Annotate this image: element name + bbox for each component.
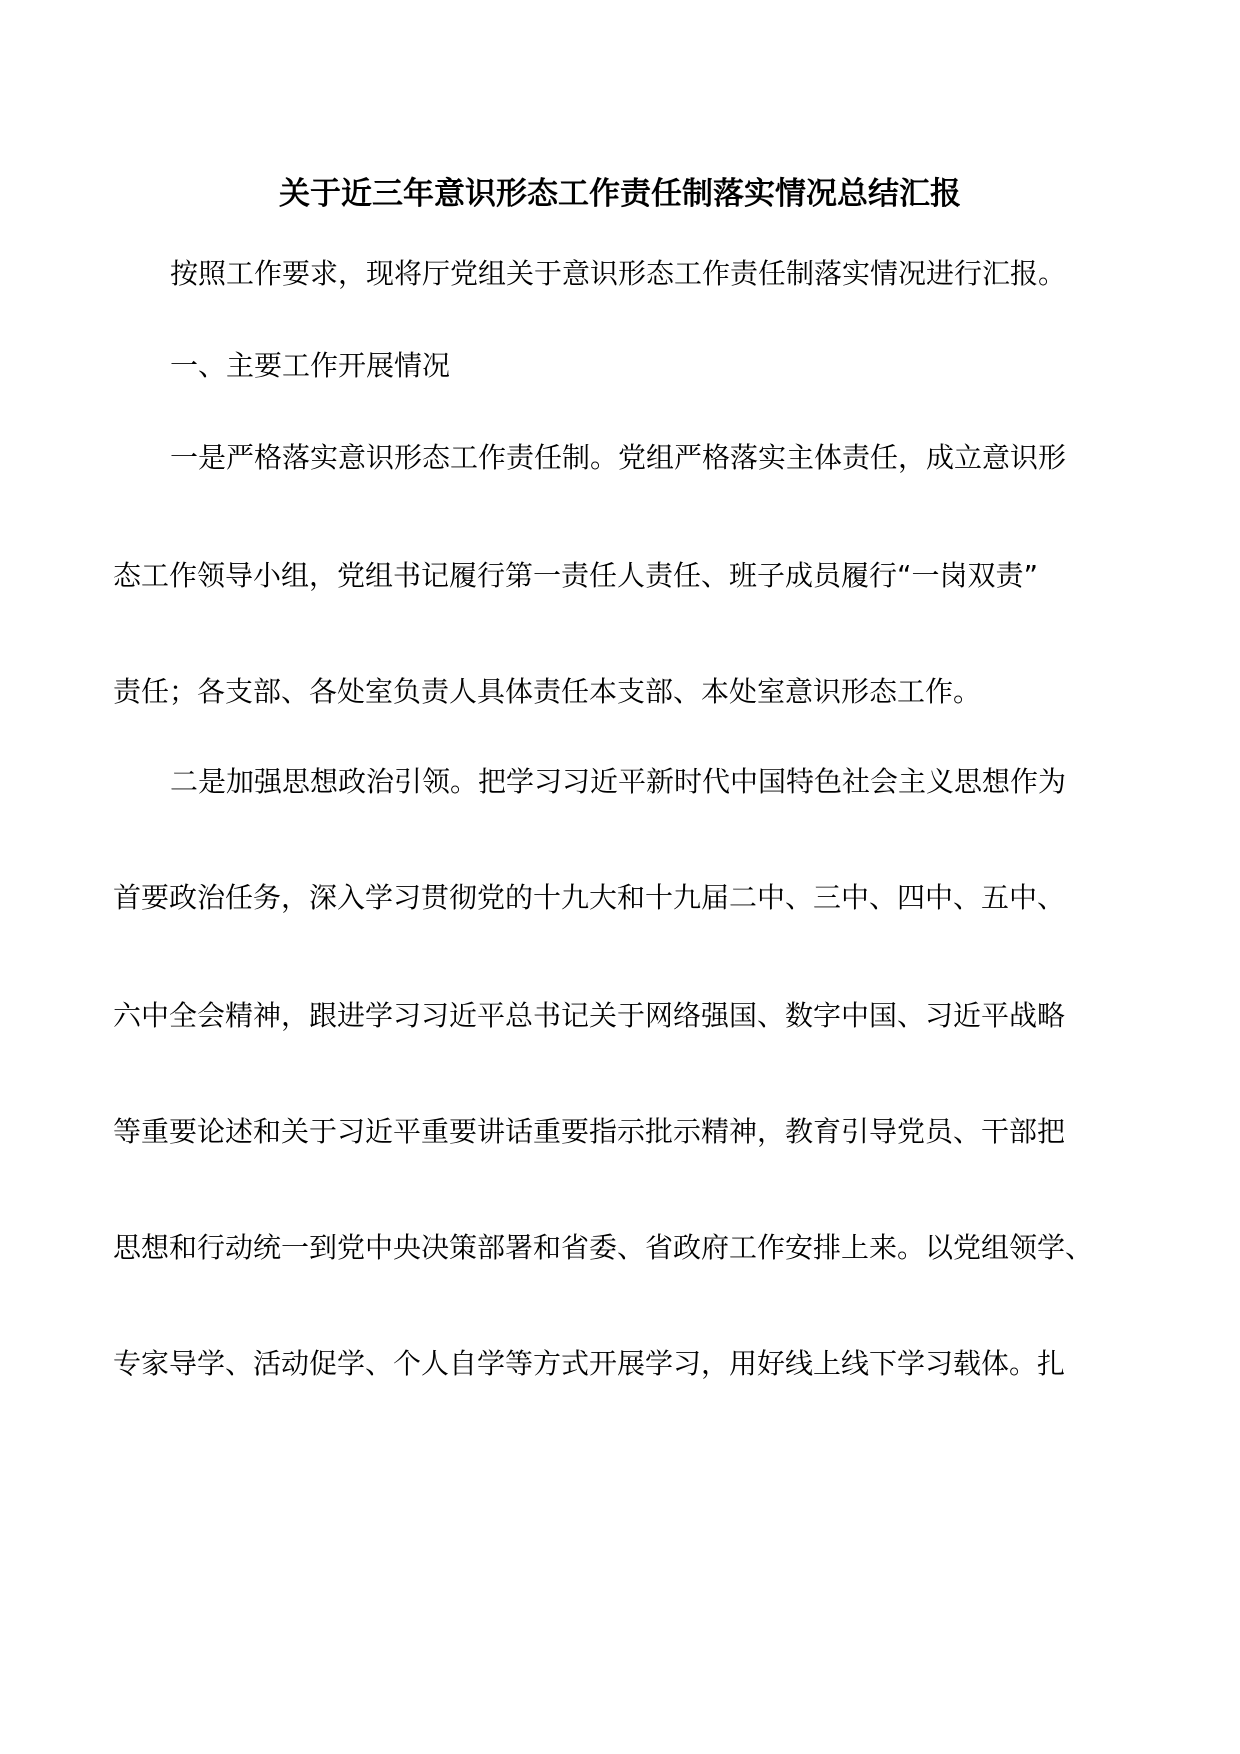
paragraph-line: 责任；各支部、各处室负责人具体责任本支部、本处室意识形态工作。	[113, 675, 982, 708]
paragraph-line: 思想和行动统一到党中央决策部署和省委、省政府工作安排上来。以党组领学、	[113, 1231, 1094, 1264]
section-heading: 一、主要工作开展情况	[170, 349, 451, 382]
paragraph-line: 六中全会精神，跟进学习习近平总书记关于网络强国、数字中国、习近平战略	[113, 999, 1066, 1032]
paragraph-line: 首要政治任务，深入学习贯彻党的十九大和十九届二中、三中、四中、五中、	[113, 881, 1066, 914]
paragraph-line: 态工作领导小组，党组书记履行第一责任人责任、班子成员履行“一岗双责”	[113, 559, 1039, 592]
paragraph-line: 专家导学、活动促学、个人自学等方式开展学习，用好线上线下学习载体。扎	[113, 1347, 1066, 1380]
paragraph-line: 二是加强思想政治引领。把学习习近平新时代中国特色社会主义思想作为	[170, 765, 1067, 798]
paragraph-line: 等重要论述和关于习近平重要讲话重要指示批示精神，教育引导党员、干部把	[113, 1115, 1066, 1148]
document-title: 关于近三年意识形态工作责任制落实情况总结汇报	[279, 176, 961, 212]
intro-line: 按照工作要求，现将厅党组关于意识形态工作责任制落实情况进行汇报。	[170, 257, 1067, 290]
paragraph-line: 一是严格落实意识形态工作责任制。党组严格落实主体责任，成立意识形	[170, 441, 1067, 474]
